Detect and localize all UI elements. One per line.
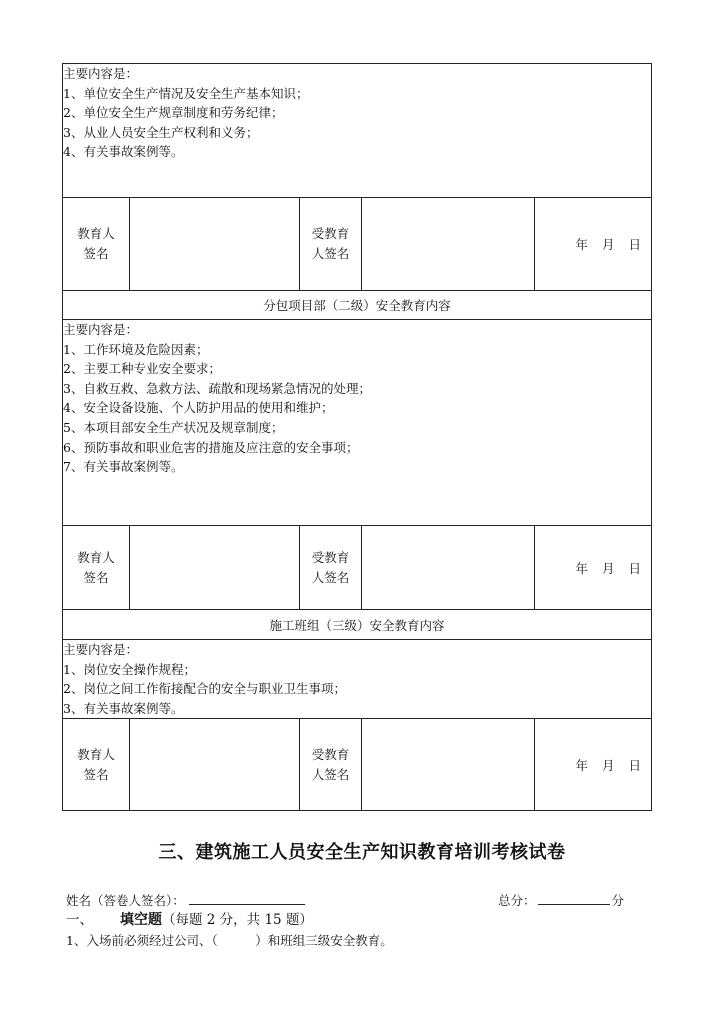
trainee-label-line2: 人签名	[311, 569, 350, 585]
examinee-name-row	[66, 891, 305, 909]
level2-title: 分包项目部（二级）安全教育内容	[63, 291, 652, 320]
level1-heading: 主要内容是：	[63, 66, 139, 81]
trainee-label-line2: 人签名	[311, 246, 350, 261]
level3-heading: 主要内容是：	[63, 642, 139, 657]
trainee-signature-field[interactable]	[362, 526, 535, 610]
trainee-signature-field[interactable]	[362, 719, 535, 811]
section-title: 填空题	[120, 912, 162, 928]
examinee-name-blank[interactable]	[189, 892, 305, 905]
trainee-signature-label	[300, 719, 362, 811]
date-month-label: 月	[602, 237, 615, 252]
level1-item: 3、从业人员安全生产权利和义务；	[63, 124, 259, 140]
educator-signature-field[interactable]	[130, 526, 300, 610]
date-month-label: 月	[602, 757, 615, 773]
level3-item: 3、有关事故案例等。	[63, 700, 184, 716]
date-field[interactable]	[535, 719, 652, 811]
level1-signature-row	[63, 198, 652, 291]
educator-label-line1: 教育人	[77, 549, 115, 565]
section-note: （每题 2 分，共 15 题）	[162, 912, 313, 928]
date-year-label: 年	[575, 560, 589, 576]
question-1: 1、入场前必须经过公司、（ ）和班组三级安全教育。	[66, 933, 393, 948]
exam-title: 三、建筑施工人员安全生产知识教育培训考核试卷	[158, 842, 566, 863]
examinee-name-label: 姓名（答卷人签名）：	[66, 893, 185, 908]
level3-content-row	[63, 640, 652, 719]
total-score-row	[498, 891, 624, 909]
date-day-label: 日	[628, 757, 642, 773]
trainee-label-line1: 受教育	[311, 746, 350, 762]
level2-content-cell	[63, 320, 652, 526]
safety-education-form	[62, 63, 652, 811]
level1-item: 2、单位安全生产规章制度和劳务纪律；	[63, 105, 284, 121]
total-score-label: 总分：	[498, 893, 536, 908]
date-field[interactable]	[535, 198, 652, 291]
educator-signature-field[interactable]	[130, 198, 300, 291]
total-score-blank[interactable]	[538, 892, 610, 905]
educator-label-line2: 签名	[83, 246, 109, 261]
level2-item: 5、本项目部安全生产状况及规章制度；	[63, 419, 284, 435]
fill-in-section-heading	[66, 908, 313, 929]
level2-signature-row	[63, 526, 652, 610]
trainee-label-line1: 受教育	[311, 226, 350, 241]
section-number: 一、	[66, 912, 93, 928]
level2-title-row	[63, 291, 652, 320]
date-year-label: 年	[575, 237, 589, 252]
level3-title-row	[63, 610, 652, 640]
level1-item: 4、有关事故案例等。	[63, 144, 184, 160]
level1-item: 1、单位安全生产情况及安全生产基本知识；	[63, 85, 309, 101]
educator-label-line2: 签名	[83, 569, 109, 585]
trainee-signature-field[interactable]	[362, 198, 535, 291]
total-score-unit: 分	[611, 893, 625, 908]
educator-signature-label	[63, 719, 130, 811]
level1-content-cell	[63, 64, 652, 198]
educator-label-line1: 教育人	[77, 226, 115, 241]
trainee-label-line2: 人签名	[311, 766, 350, 782]
level3-content-cell	[63, 640, 652, 719]
level2-content-row	[63, 320, 652, 526]
level3-title: 施工班组（三级）安全教育内容	[63, 610, 652, 640]
level2-item: 1、工作环境及危险因素；	[63, 341, 209, 357]
date-month-label: 月	[602, 560, 615, 576]
level2-heading: 主要内容是：	[63, 322, 139, 337]
level3-signature-row	[63, 719, 652, 811]
educator-label-line1: 教育人	[77, 746, 115, 762]
trainee-signature-label	[300, 526, 362, 610]
educator-signature-label	[63, 526, 130, 610]
level2-item: 7、有关事故案例等。	[63, 459, 184, 475]
date-year-label: 年	[575, 757, 589, 773]
trainee-label-line1: 受教育	[311, 549, 350, 565]
date-day-label: 日	[628, 237, 642, 252]
level1-content-row	[63, 64, 652, 198]
trainee-signature-label	[300, 198, 362, 291]
level3-item: 2、岗位之间工作衔接配合的安全与职业卫生事项；	[63, 681, 346, 697]
date-field[interactable]	[535, 526, 652, 610]
level3-item: 1、岗位安全操作规程；	[63, 661, 196, 677]
level2-item: 3、自救互救、急救方法、疏散和现场紧急情况的处理；	[63, 380, 371, 396]
level2-item: 4、安全设备设施、个人防护用品的使用和维护；	[63, 400, 334, 416]
educator-label-line2: 签名	[83, 766, 109, 782]
level2-item: 2、主要工种专业安全要求；	[63, 361, 221, 377]
level2-item: 6、预防事故和职业危害的措施及应注意的安全事项；	[63, 439, 359, 455]
educator-signature-label	[63, 198, 130, 291]
educator-signature-field[interactable]	[130, 719, 300, 811]
date-day-label: 日	[628, 560, 642, 576]
